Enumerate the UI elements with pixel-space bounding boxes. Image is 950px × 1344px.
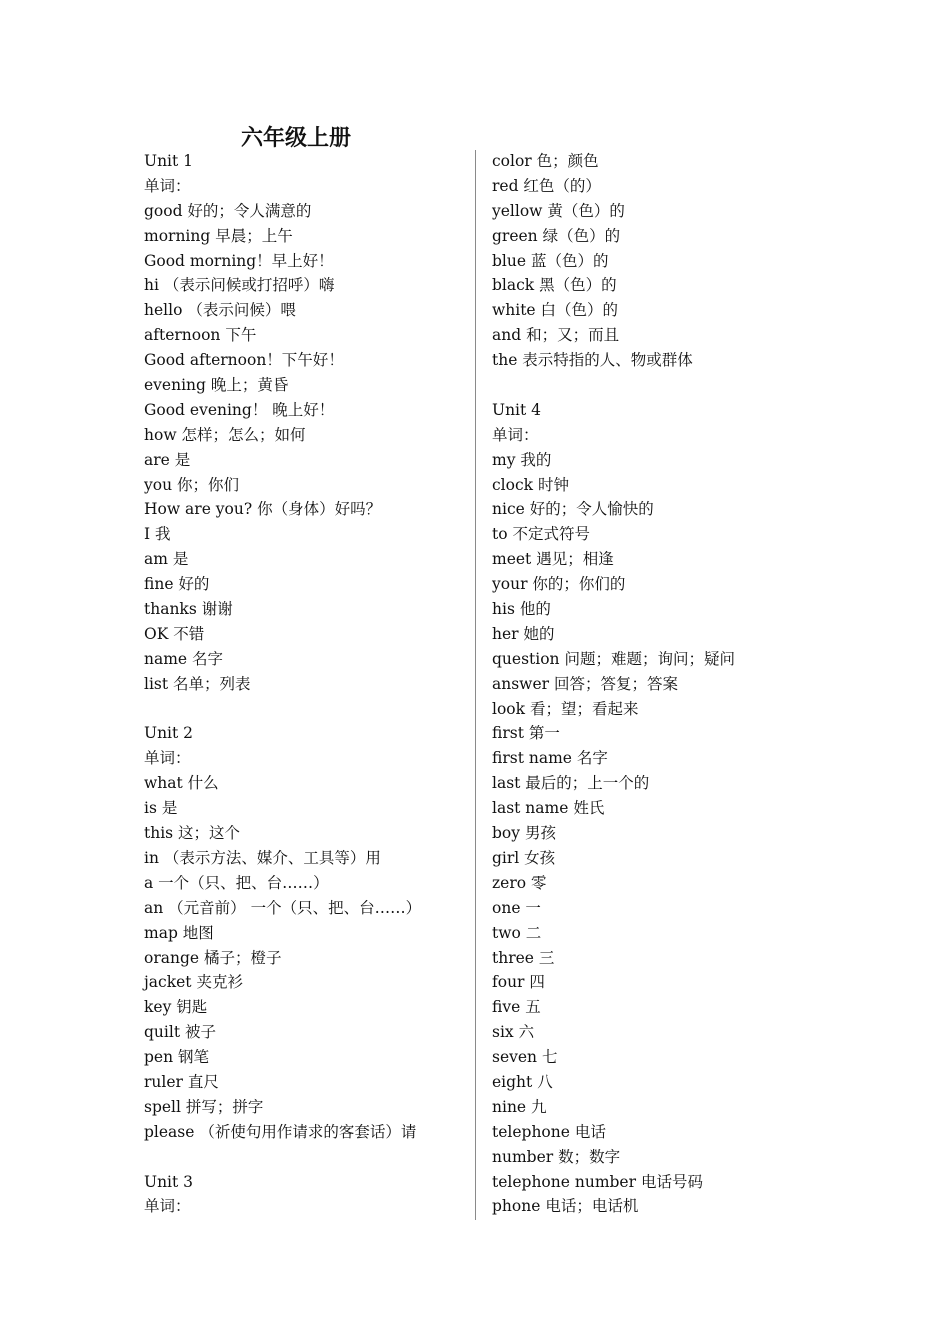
vocab-entry: am 是 [144, 550, 189, 569]
vocab-entry: good 好的；令人满意的 [144, 201, 312, 220]
vocab-entry: how 怎样；怎么；如何 [144, 425, 306, 444]
vocab-entry: boy 男孩 [492, 824, 556, 843]
vocab-entry: evening 晚上；黄昏 [144, 376, 289, 395]
column-divider [475, 150, 476, 1220]
blank-line [144, 697, 464, 722]
section-label: 单词： [144, 176, 191, 195]
vocab-entry: eight 八 [492, 1072, 553, 1091]
vocab-entry: seven 七 [492, 1048, 558, 1067]
vocab-entry: I 我 [144, 525, 171, 544]
unit-heading: Unit 4 [492, 400, 542, 419]
vocab-entry: pen 钢笔 [144, 1048, 210, 1067]
vocab-entry: orange 橘子；橙子 [144, 948, 282, 967]
left-column [144, 149, 464, 1219]
unit-heading: Unit 2 [144, 724, 194, 743]
vocab-entry: are 是 [144, 450, 191, 469]
vocab-entry: nice 好的；令人愉快的 [492, 500, 654, 519]
vocab-entry: my 我的 [492, 450, 552, 469]
vocab-entry: phone 电话；电话机 [492, 1197, 639, 1216]
vocab-entry: red 红色（的） [492, 176, 601, 195]
vocab-entry: morning 早晨；上午 [144, 226, 293, 245]
vocab-entry: Good evening！ 晚上好！ [144, 400, 335, 419]
vocab-entry: white 白（色）的 [492, 301, 619, 320]
vocab-entry: last 最后的；上一个的 [492, 774, 650, 793]
vocab-entry: to 不定式符号 [492, 525, 590, 544]
blank-line [492, 373, 812, 398]
vocab-entry: hi （表示问候或打招呼）嗨 [144, 276, 335, 295]
vocab-entry: number 数；数字 [492, 1147, 621, 1166]
vocab-entry: answer 回答；答复；答案 [492, 674, 678, 693]
vocab-entry: first name 名字 [492, 749, 608, 768]
vocab-entry: green 绿（色）的 [492, 226, 621, 245]
vocab-entry: the 表示特指的人、物或群体 [492, 351, 693, 370]
vocab-entry: Good afternoon！下午好！ [144, 351, 344, 370]
vocab-entry: How are you? 你（身体）好吗？ [144, 500, 382, 519]
vocab-entry: you 你；你们 [144, 475, 239, 494]
vocab-entry: color 色；颜色 [492, 152, 599, 170]
vocab-entry: blue 蓝（色）的 [492, 251, 609, 270]
vocab-entry: what 什么 [144, 774, 219, 793]
section-label: 单词： [492, 425, 539, 444]
vocab-entry: girl 女孩 [492, 848, 556, 867]
vocab-entry: clock 时钟 [492, 475, 569, 494]
vocab-entry: an （元音前） 一个（只、把、台……） [144, 898, 422, 917]
vocab-entry: nine 九 [492, 1097, 547, 1116]
right-column [492, 149, 812, 1219]
vocab-entry: three 三 [492, 948, 555, 967]
vocab-entry: afternoon 下午 [144, 326, 257, 345]
vocab-entry: zero 零 [492, 873, 547, 892]
vocab-entry: Good morning！早上好！ [144, 251, 334, 270]
blank-line [144, 1145, 464, 1170]
section-label: 单词： [144, 1197, 191, 1216]
vocab-entry: fine 好的 [144, 575, 210, 594]
vocab-entry: spell 拼写；拼字 [144, 1097, 264, 1116]
vocab-entry: this 这；这个 [144, 824, 241, 843]
vocab-entry: six 六 [492, 1023, 535, 1042]
vocab-entry: a 一个（只、把、台……） [144, 873, 329, 892]
vocab-entry: telephone 电话 [492, 1122, 606, 1141]
vocab-entry: black 黑（色）的 [492, 276, 617, 295]
vocab-entry: name 名字 [144, 649, 224, 668]
vocab-entry: is 是 [144, 799, 178, 818]
vocab-entry: please （祈使句用作请求的客套话）请 [144, 1122, 417, 1141]
unit-heading: Unit 1 [144, 152, 194, 170]
unit-heading: Unit 3 [144, 1172, 194, 1191]
vocab-entry: key 钥匙 [144, 998, 208, 1017]
vocab-entry: map 地图 [144, 923, 214, 942]
vocab-entry: four 四 [492, 973, 545, 992]
vocab-entry: and 和；又；而且 [492, 326, 620, 345]
vocab-entry: list 名单；列表 [144, 674, 251, 693]
vocab-entry: your 你的；你们的 [492, 575, 626, 594]
vocab-entry: thanks 谢谢 [144, 600, 233, 619]
vocab-entry: look 看；望；看起来 [492, 699, 639, 718]
vocab-entry: question 问题；难题；询问；疑问 [492, 649, 735, 668]
vocab-entry: quilt 被子 [144, 1023, 216, 1042]
vocab-entry: her 她的 [492, 624, 555, 643]
vocab-entry: five 五 [492, 998, 541, 1017]
vocab-entry: first 第一 [492, 724, 560, 743]
vocab-entry: OK 不错 [144, 624, 205, 643]
vocab-entry: ruler 直尺 [144, 1072, 219, 1091]
vocab-entry: hello （表示问候）喂 [144, 301, 296, 320]
section-label: 单词： [144, 749, 191, 768]
vocab-entry: his 他的 [492, 600, 551, 619]
vocab-entry: yellow 黄（色）的 [492, 201, 625, 220]
vocab-entry: meet 遇见；相逢 [492, 550, 614, 569]
vocab-entry: one 一 [492, 898, 541, 917]
vocab-entry: jacket 夹克衫 [144, 973, 243, 992]
vocab-entry: two 二 [492, 923, 542, 942]
vocab-entry: in （表示方法、媒介、工具等）用 [144, 848, 381, 867]
vocab-entry: telephone number 电话号码 [492, 1172, 703, 1191]
vocab-entry: last name 姓氏 [492, 799, 605, 818]
page-title: 六年级上册 [241, 126, 352, 151]
